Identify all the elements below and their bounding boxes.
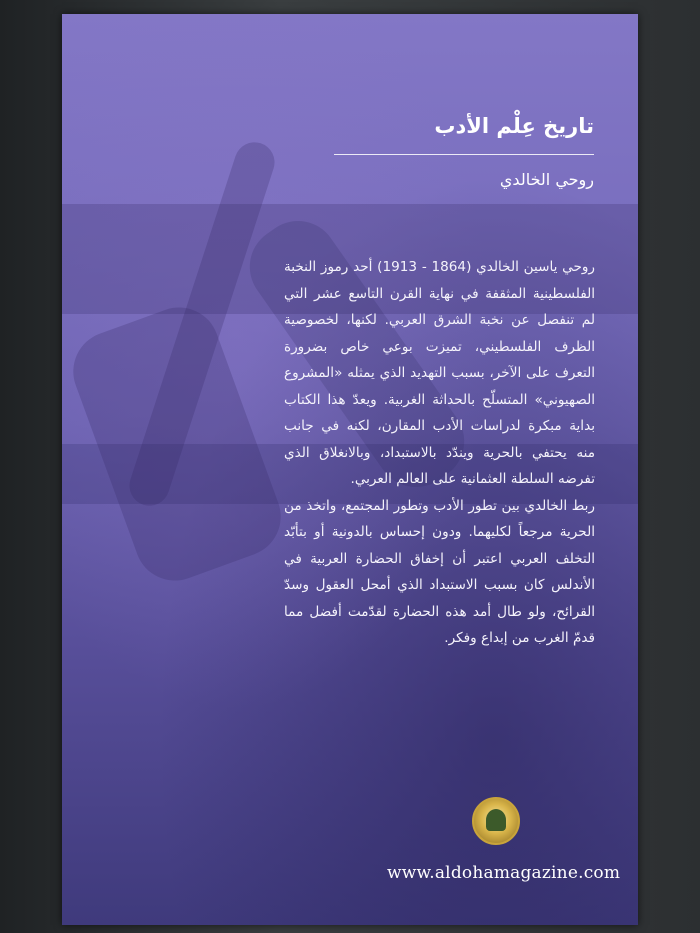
book-back-cover: [62, 14, 638, 925]
book-author: روحي الخالدي: [499, 170, 594, 189]
blurb-paragraph-1: روحي ياسين الخالدي (1864 - 1913) أحد رموز النخبة الفلسطينية المثقفة في نهاية القرن التاسع عشر التي لم تنفصل عن نخبة الشرق العربي. لكنها، لخصوصية الظرف الفلسطيني، تميزت بوعي خاص بضرورة التعرف على الآخر، بسبب التهديد الذي يمثله «المشروع الصهيوني» المتسلّح بالحداثة الغربية. ويعدّ هذا الكتاب بداية مبكرة لدراسات الأدب المقارن، لكنه في جانب منه يحتفي بالحرية ويندّد بالاستبداد، وبالانغلاق الذي تفرضه السلطة العثمانية على العالم العربي.: [284, 259, 595, 487]
title-divider: [334, 154, 594, 155]
blurb-text: [284, 254, 595, 652]
qatar-ministry-emblem-icon: [472, 797, 520, 845]
palm-emblem-icon: [486, 809, 506, 831]
website-url: www.aldohamagazine.com: [387, 863, 621, 883]
blurb-paragraph-2: ربط الخالدي بين تطور الأدب وتطور المجتمع، واتخذ من الحرية مرجعاً لكليهما. ودون إحساس بالدونية أو بتأبّد التخلف العربي اعتبر أن إخفاق الحضارة العربية في الأندلس كان بسبب الاستبداد الذي أمحل العقول وسدّ القرائح، ولو طال أمد هذه الحضارة لقدّمت أفضل مما قدمّ الغرب من إبداع وفكر.: [284, 497, 595, 646]
title-block: [194, 114, 594, 189]
book-title: تاريخ عِلْم الأدب: [434, 114, 594, 138]
